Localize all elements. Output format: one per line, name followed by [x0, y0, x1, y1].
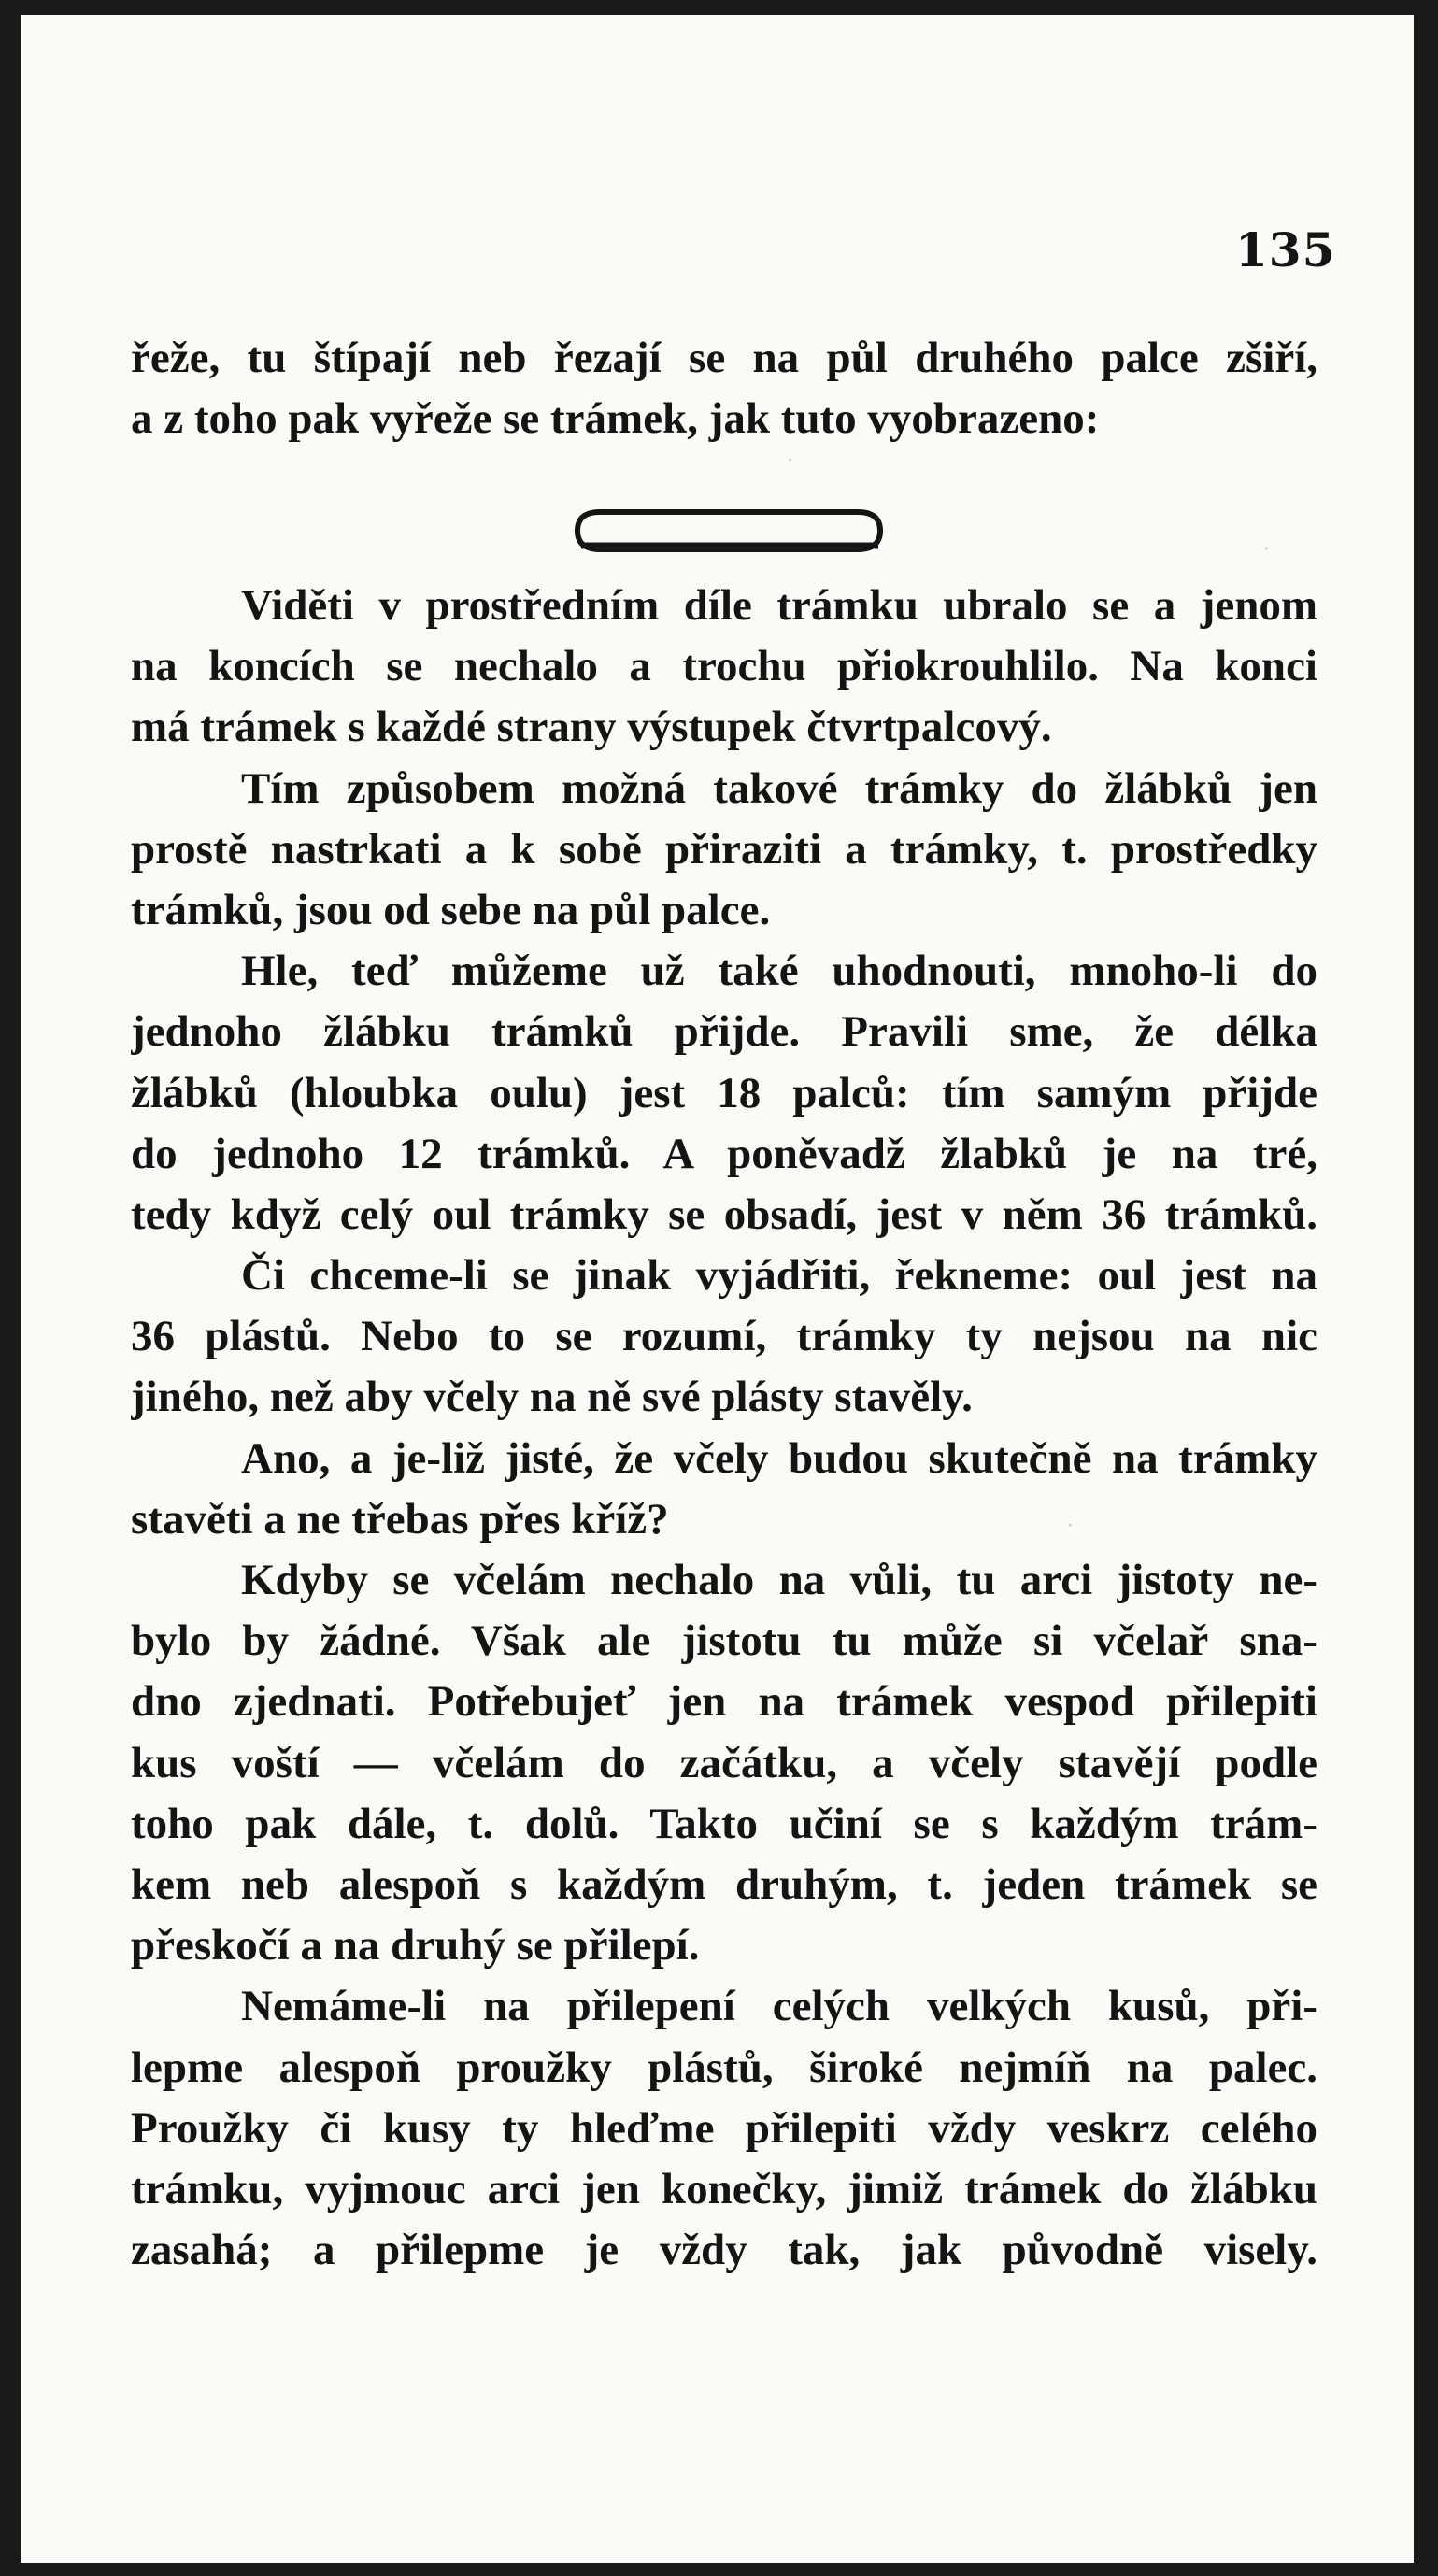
page-number: 135 — [1235, 222, 1336, 278]
text-line: má trámek s každé strany výstupek čtvrtpalcový. — [131, 703, 1052, 752]
text-line: trámků, jsou od sebe na půl palce. — [131, 885, 771, 934]
text-line: trámku, vyjmouc arci jen konečky, jimiž trámek do žlábku — [131, 2164, 1317, 2213]
bleed-through-mark: · — [1067, 1515, 1074, 1538]
text-line: a z toho pak vyřeže se trámek, jak tuto vyobrazeno: — [131, 394, 1100, 444]
text-line: Kdyby se včelám nechalo na vůli, tu arci jistoty ne- — [241, 1556, 1317, 1604]
text-line: do jednoho 12 trámků. A poněvadž žlabků je na tré, — [131, 1129, 1317, 1178]
bleed-through-mark: · — [1263, 538, 1270, 562]
text-line: toho pak dále, t. dolů. Takto učiní se s každým trám- — [131, 1799, 1317, 1848]
text-line: kus voští — včelám do začátku, a včely stavějí podle — [131, 1738, 1317, 1787]
book-page — [21, 15, 1414, 2563]
text-line: řeže, tu štípají neb řezají se na půl druhého palce zšiří, — [131, 334, 1317, 382]
text-block-main — [131, 576, 1317, 2281]
text-line: Ano, a je-liž jisté, že včely budou skutečně na trámky — [241, 1433, 1317, 1483]
text-line: žlábků (hloubka oulu) jest 18 palců: tím samým přijde — [131, 1068, 1317, 1117]
text-line: Hle, teď můžeme už také uhodnouti, mnoho-li do — [241, 946, 1317, 996]
text-line: stavěti a ne třebas přes kříž? — [131, 1494, 669, 1544]
text-line: na koncích se nechalo a trochu přiokrouhlilo. Na konci — [131, 642, 1317, 691]
text-line: Tím způsobem možná takové trámky do žlábků jen — [241, 763, 1317, 813]
text-line: lepme alespoň proužky plástů, široké nejmíň na palec. — [131, 2042, 1317, 2092]
text-line: zasahá; a přilepme je vždy tak, jak původně visely. — [131, 2226, 1317, 2275]
text-line: Či chceme-li se jinak vyjádřiti, řekneme: oul jest na — [241, 1251, 1317, 1301]
text-line: 36 plástů. Nebo to se rozumí, trámky ty nejsou na nic — [131, 1312, 1317, 1361]
text-line: jiného, než aby včely na ně své plásty stavěly. — [131, 1373, 973, 1422]
text-line: kem neb alespoň s každým druhým, t. jeden trámek se — [131, 1859, 1317, 1909]
text-line: bylo by žádné. Však ale jistotu tu může si včelař sna- — [131, 1616, 1317, 1666]
text-line: Proužky či kusy ty hleďme přilepiti vždy veskrz celého — [131, 2103, 1317, 2153]
text-line: dno zjednati. Potřebujeť jen na trámek vespod přilepiti — [131, 1677, 1317, 1727]
text-line: prostě nastrkati a k sobě přiraziti a trámky, t. prostředky — [131, 824, 1317, 874]
text-line: Viděti v prostředním díle trámku ubralo se a jenom — [241, 581, 1317, 630]
text-line: tedy když celý oul trámky se obsadí, jest v něm 36 trámků. — [131, 1189, 1317, 1239]
text-line: přeskočí a na druhý se přilepí. — [131, 1921, 700, 1971]
bleed-through-mark: · — [787, 449, 793, 473]
text-line: Nemáme-li na přilepení celých velkých kusů, při- — [241, 1982, 1317, 2031]
text-line: jednoho žlábku trámků přijde. Pravili sme, že délka — [131, 1007, 1317, 1057]
